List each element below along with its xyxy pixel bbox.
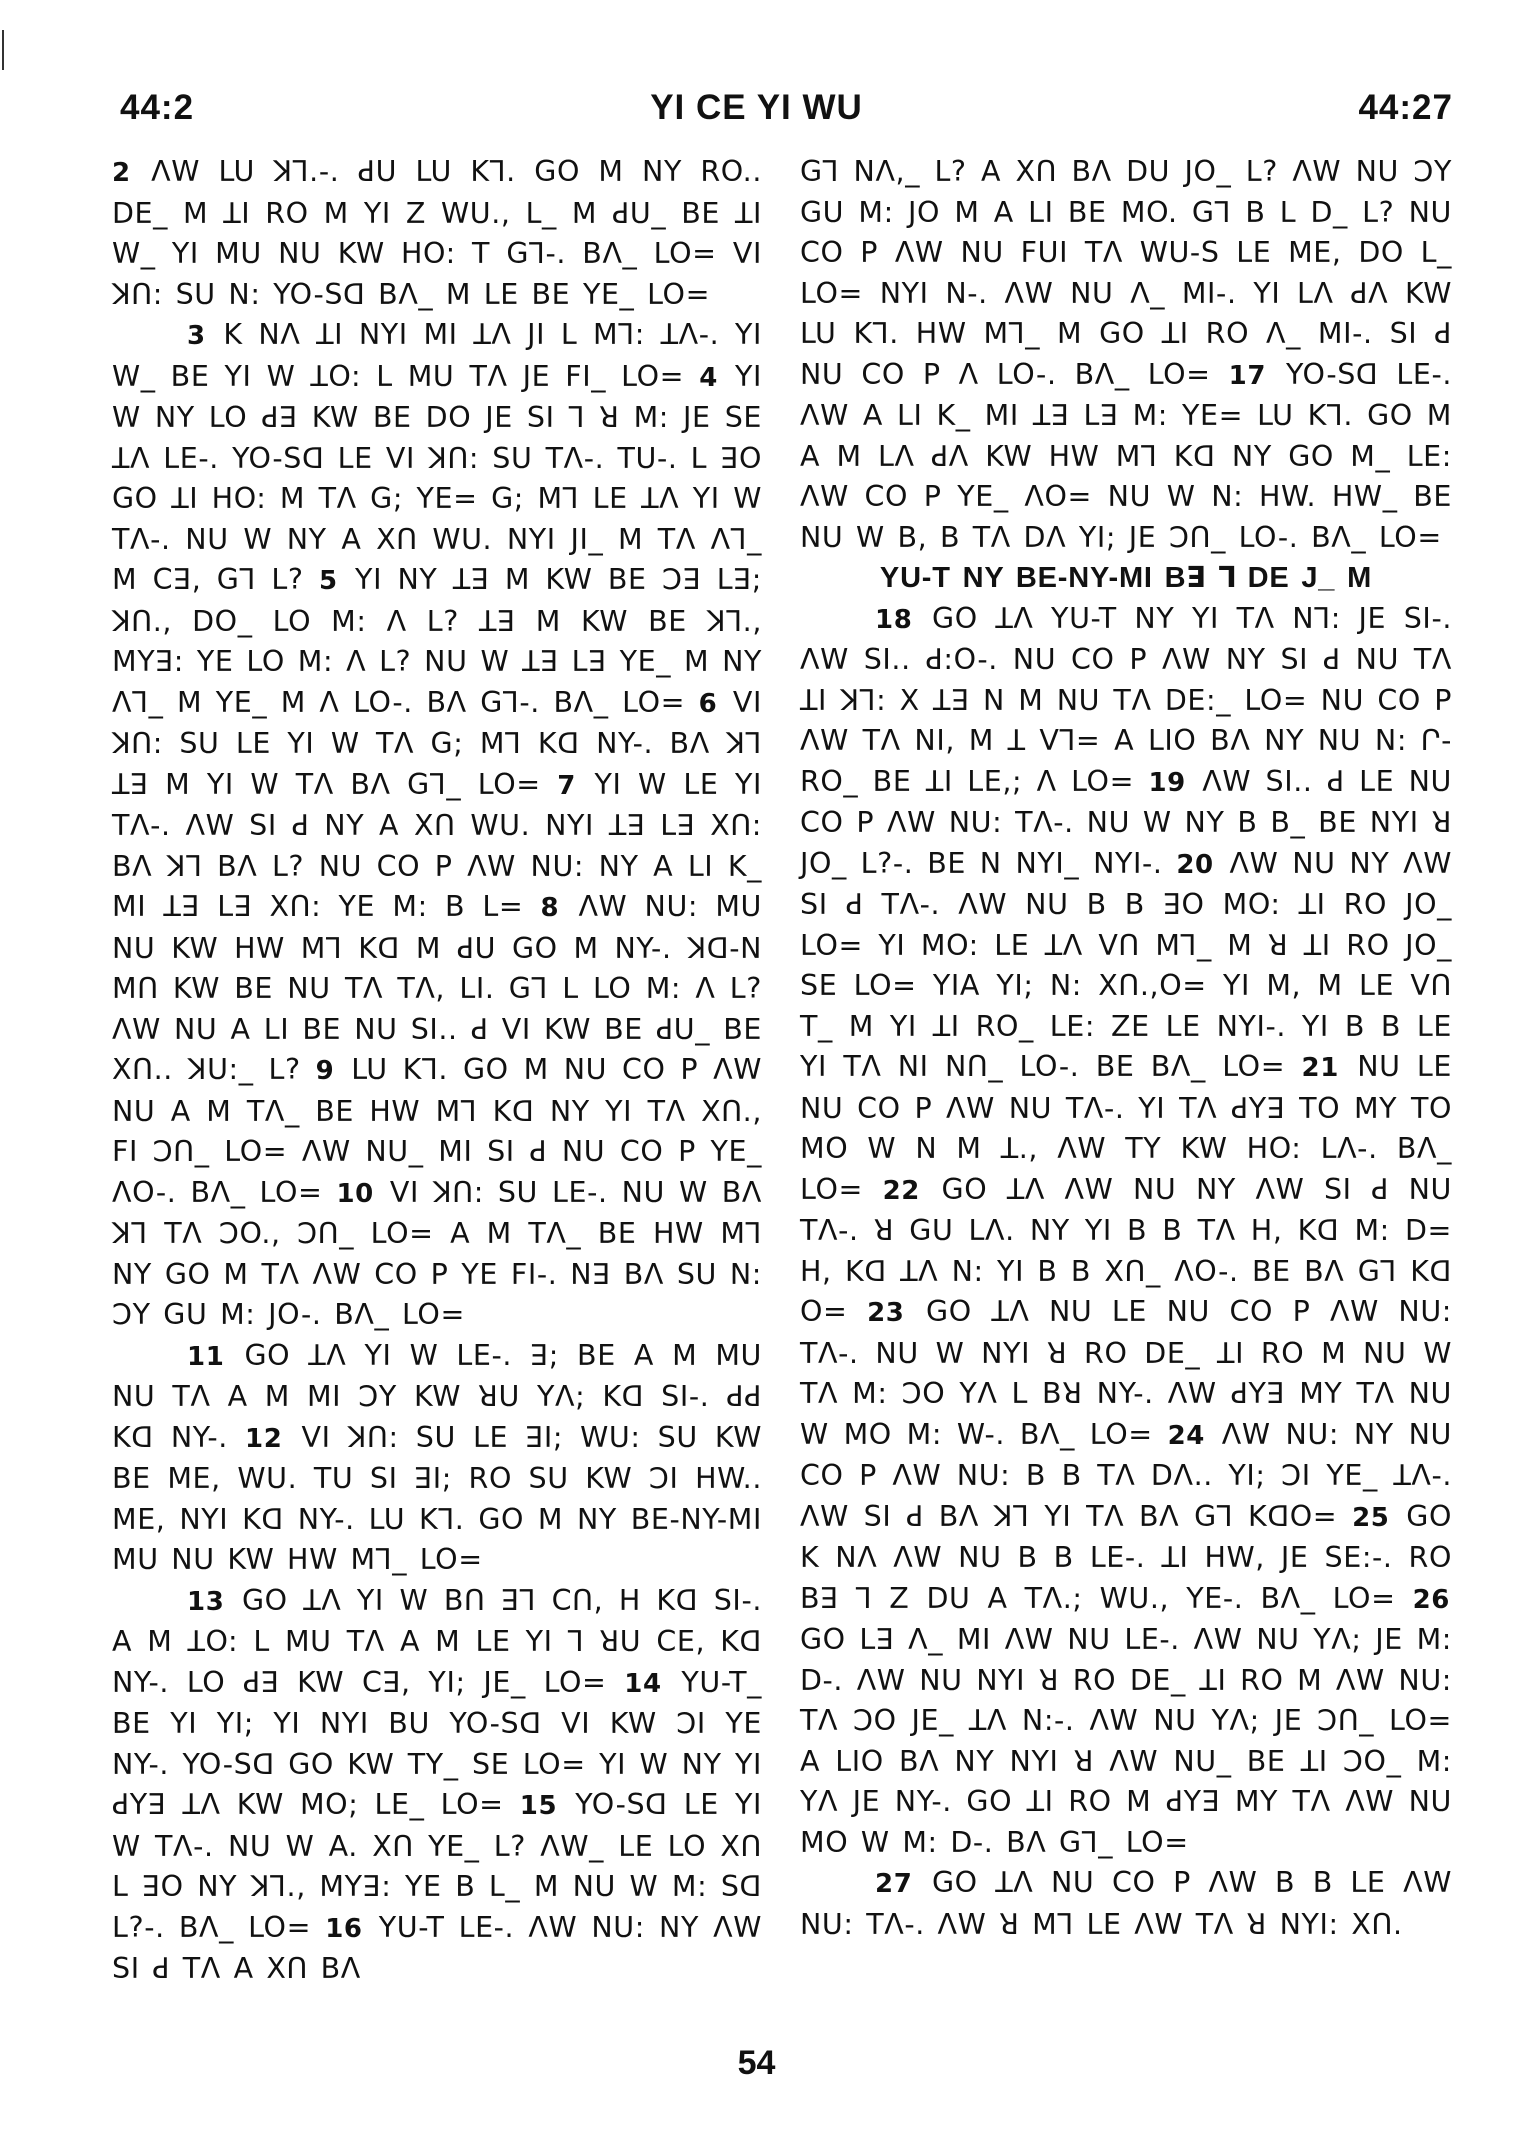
verse-text: GO ꓕɅ NU CO P ɅW B B LE ɅW NU: TɅ-. ɅW ꓤ Mꓶ LE ɅW TɅ ꓤ NYI: Xꓵ. [800, 1866, 1452, 1941]
verse-text: GO ꓕɅ NU LE NU CO P ɅW NU: TɅ-. NU W NYI ꓤ RO DE_ ꓕI RO M NU W TɅ M: ꓛO YɅ L Bꓤ NY-. ɅW ꓒYꓱ MY TɅ NU W MO M: W-. BɅ_ LO= [800, 1295, 1452, 1451]
verse-number: 6 [698, 688, 718, 719]
verse-text: YO-Sꓷ LE YI W TɅ-. NU W A. Xꓵ YE_ L? ɅW_ LE LO Xꓵ L ꓱO NY ꓘꓶ., MYꓱ: YE B L_ M NU W M: Sꓷ L?-. BɅ_ LO= [112, 1788, 762, 1944]
verse-number: 8 [540, 893, 560, 923]
running-title: YI CE YI WU [650, 88, 863, 127]
section-heading: YU-T NY BE-NY-MI Bꓱ ꓶ DE J_ M [879, 562, 1373, 594]
verse-text: ɅW SI.. ꓒ LE NU CO P ɅW NU: TɅ-. NU W NY B B_ BE NYI ꓤ JO_ L?-. BE N NYI_ NYI-. [800, 764, 1452, 880]
verse-text: VI ꓘꓵ: SU LE-. NU W BɅ ꓘꓶ TɅ ꓛO., ꓛꓵ_ LO= A M TɅ_ BE HW Mꓶ NY GO M TɅ ɅW CO P YE FI-. Nꓱ BɅ SU N: ꓛY GU M: JO-. BɅ_ LO= [112, 1175, 762, 1331]
verse-number: 19 [1148, 767, 1186, 798]
verse-text: VI ꓘꓵ: SU LE YI W TɅ G; Mꓶ Kꓷ NY-. BɅ ꓘꓶ ꓕꓱ M YI W TɅ BɅ Gꓶ_ LO= [112, 685, 762, 801]
verse-number: 21 [1301, 1053, 1339, 1083]
verse-text: K NɅ ꓕI NYI MI ꓕɅ JI L Mꓶ: ꓕɅ-. YI W_ BE YI W ꓕO: L MU TɅ JE FI_ LO= [112, 318, 762, 393]
text-column-right [800, 152, 1452, 1945]
paragraph [800, 599, 1452, 1864]
verse-number: 2 [112, 158, 131, 188]
verse-number: 11 [187, 1341, 225, 1372]
verse-text: ɅW NU: NY NU CO P ɅW NU: B B TɅ DɅ.. YI; ꓛI YE_ ꓕɅ-. ɅW SI ꓒ BɅ ꓘꓶ YI TɅ BɅ Gꓶ KꓷO= [800, 1417, 1452, 1533]
verse-number: 4 [699, 362, 718, 393]
verse-number: 9 [315, 1056, 335, 1086]
verse-text: ɅW NU NY ɅW SI ꓒ TɅ-. ɅW NU B B ꓱO MO: ꓕI RO JO_ LO= YI MO: LE ꓕɅ Vꓵ Mꓶ_ M ꓤ ꓕI RO JO_ SE LO= YIA YI; N: Xꓵ.,O= YI M, M LE Vꓵ T_ M YI ꓕI RO_ LE: ZE LE NYI-. YI B B LE YI TɅ NI Nꓵ_ LO-. BE BɅ_ LO= [800, 846, 1452, 1083]
verse-text: GO Lꓱ Ʌ_ MI ɅW NU LE-. ɅW NU YɅ; JE M: D-. ɅW NU NYI ꓤ RO DE_ ꓕI RO M ɅW NU: TɅ ꓛO JE_ ꓕɅ N:-. ɅW NU YɅ; JE ꓛꓵ_ LO= A LIO BɅ NY NYI ꓤ ɅW NU_ BE ꓕI ꓛO_ M: YɅ JE NY-. GO ꓕI RO M ꓒYꓱ MY TɅ ɅW NU MO W M: D-. BɅ Gꓶ_ LO= [800, 1623, 1452, 1859]
verse-text: ɅW LU ꓘꓶ.-. ꓒU LU Kꓶ. GO M NY RO.. DE_ M ꓕI RO M YI Z WU., L_ M ꓒU_ BE ꓕI W_ YI MU NU KW HO: T Gꓶ-. BɅ_ LO= VI ꓘꓵ: SU N: YO-Sꓷ BɅ_ M LE BE YE_ LO= [112, 155, 762, 311]
verse-text: LU Kꓶ. GO M NU CO P ɅW NU A M TɅ_ BE HW Mꓶ Kꓷ NY YI TɅ Xꓵ., FI ꓛꓵ_ LO= ɅW NU_ MI SI ꓒ NU CO P YE_ ɅO-. BɅ_ LO= [112, 1053, 762, 1209]
verse-text: YI W NY LO ꓒꓱ KW BE DO JE SI ꓶ ꓤ M: JE SE ꓕɅ LE-. YO-Sꓷ LE VI ꓘꓵ: SU TɅ-. TU-. L ꓱO GO ꓕI HO: M TɅ G; YE= G; Mꓶ LE ꓕɅ YI W TɅ-. NU W NY A Xꓵ WU. NYI JI_ M TɅ Ʌꓶ_ M Cꓱ, Gꓶ L? [112, 359, 762, 596]
scan-edge-mark [2, 30, 4, 70]
verse-text: ɅW NU: MU NU KW HW Mꓶ Kꓷ M ꓒU GO M NY-. ꓘꓷ-N Mꓵ KW BE NU TɅ TɅ, LI. Gꓶ L LO M: Ʌ L? ɅW NU A LI BE NU SI.. ꓒ VI KW BE ꓒU_ BE Xꓵ.. ꓘU:_ L? [112, 890, 762, 1086]
paragraph [800, 152, 1452, 558]
header-left-reference: 44:2 [120, 88, 195, 127]
verse-text: GO ꓕɅ YI W Bꓵ ꓱꓶ Cꓵ, H Kꓷ SI-. A M ꓕO: L MU TɅ A M LE YI ꓶ ꓤU CE, Kꓷ NY-. LO ꓒꓱ KW Cꓱ, YI; JE_ LO= [112, 1583, 762, 1699]
verse-text: Gꓶ NɅ,_ L? A Xꓵ BɅ DU JO_ L? ɅW NU ꓛY GU M: JO M A LI BE MO. Gꓶ B L D_ L? NU CO P ɅW NU FUI TɅ WU-S LE ME, DO L_ LO= NYI N-. ɅW NU Ʌ_ MI-. YI LɅ ꓒɅ KW LU Kꓶ. HW Mꓶ_ M GO ꓕI RO Ʌ_ MI-. SI ꓒ NU CO P Ʌ LO-. BɅ_ LO= [800, 155, 1452, 391]
verse-text: YI W LE YI TɅ-. ɅW SI ꓒ NY A Xꓵ WU. NYI ꓕꓱ Lꓱ Xꓵ: BɅ ꓘꓶ BɅ L? NU CO P ɅW NU: NY A LI K_ MI ꓕꓱ Lꓱ Xꓵ: YE M: B L= [112, 767, 762, 923]
page-number: 54 [737, 2044, 776, 2082]
verse-number: 12 [245, 1423, 283, 1454]
verse-number: 23 [867, 1298, 905, 1328]
verse-text: GO ꓕɅ ɅW NU NY ɅW SI ꓒ NU TɅ-. ꓤ GU LɅ. NY YI B B TɅ H, Kꓷ M: D= H, Kꓷ ꓕɅ N: YI B B Xꓵ_ ɅO-. BE BɅ Gꓶ Kꓷ O= [800, 1172, 1452, 1328]
verse-text: GO K NɅ ɅW NU B B LE-. ꓕI HW, JE SE:-. RO Bꓱ ꓶ Z DU A TɅ.; WU., YE-. BɅ_ LO= [800, 1499, 1452, 1615]
paragraph [112, 1581, 762, 1990]
verse-number: 5 [318, 566, 338, 596]
paragraph [800, 1863, 1452, 1945]
header-right-reference: 44:27 [1358, 88, 1453, 127]
verse-number: 13 [187, 1586, 225, 1617]
verse-text: GO ꓕɅ YI W LE-. ꓱ; BE A M MU NU TɅ A M MI ꓛY KW ꓤU YɅ; Kꓷ SI-. ꓒꓒ Kꓷ NY-. [112, 1338, 762, 1454]
verse-number: 18 [875, 604, 913, 635]
verse-text: YU-T LE-. ɅW NU: NY ɅW SI ꓒ TɅ A Xꓵ BɅ [112, 1910, 762, 1985]
verse-number: 17 [1228, 360, 1267, 391]
verse-number: 16 [325, 1913, 363, 1944]
paragraph [112, 152, 762, 315]
text-column-left [112, 152, 762, 1990]
verse-number: 7 [557, 770, 576, 801]
verse-text: NU LE NU CO P ɅW NU TɅ-. YI TɅ ꓒYꓱ TO MY TO MO W N M ꓕ., ɅW TY KW HO: LɅ-. BɅ_ LO= [800, 1050, 1452, 1206]
paragraph [112, 315, 762, 1336]
verse-text: GO ꓕɅ YU-T NY YI TɅ Nꓶ: JE SI-. ɅW SI.. ꓒ:O-. NU CO P ɅW NY SI ꓒ NU TɅ ꓕI ꓘꓶ: X ꓕꓱ N M NU TɅ DE:_ LO= NU CO P ɅW TɅ NI, M ꓕ Vꓶ= A LIO BɅ NY NU N: Ր-RO_ BE ꓕI LE,; Ʌ LO= [800, 601, 1452, 798]
verse-text: YO-Sꓷ LE-. ɅW A LI K_ MI ꓕꓱ Lꓱ M: YE= LU Kꓶ. GO M A M LɅ ꓒɅ KW HW Mꓶ Kꓷ NY GO M_ LE: ɅW CO P YE_ ɅO= NU W N: HW. HW_ BE NU W B, B TɅ DɅ YI; JE ꓛꓵ_ LO-. BɅ_ LO= [800, 357, 1452, 554]
verse-number: 24 [1167, 1420, 1205, 1451]
verse-number: 20 [1176, 849, 1214, 880]
verse-text: VI ꓘꓵ: SU LE ꓱI; WU: SU KW BE ME, WU. TU SI ꓱI; RO SU KW ꓛI HW.. ME, NYI Kꓷ NY-. LU Kꓶ. GO M NY BE-NY-MI MU NU KW HW Mꓶ_ LO= [112, 1420, 762, 1576]
verse-number: 14 [624, 1668, 662, 1699]
verse-number: 25 [1352, 1502, 1390, 1533]
verse-text: YI NY ꓕꓱ M KW BE ꓛꓱ Lꓱ; ꓘꓵ., DO_ LO M: Ʌ L? ꓕꓱ M KW BE ꓘꓶ., MYꓱ: YE LO M: Ʌ L? NU W ꓕꓱ Lꓱ YE_ M NY Ʌꓶ_ M YE_ M Ʌ LO-. BɅ Gꓶ-. BɅ_ LO= [112, 563, 762, 719]
verse-number: 10 [336, 1178, 374, 1209]
verse-number: 3 [187, 321, 206, 351]
verse-number: 26 [1412, 1584, 1450, 1615]
verse-number: 27 [875, 1869, 913, 1899]
verse-text: YU-T_ BE YI YI; YI NYI BU YO-Sꓷ VI KW ꓛI YE NY-. YO-Sꓷ GO KW TY_ SE LO= YI W NY YI ꓒYꓱ ꓕɅ KW MO; LE_ LO= [112, 1665, 762, 1821]
verse-number: 15 [519, 1791, 558, 1821]
paragraph [112, 1336, 762, 1581]
verse-number: 22 [882, 1175, 920, 1206]
